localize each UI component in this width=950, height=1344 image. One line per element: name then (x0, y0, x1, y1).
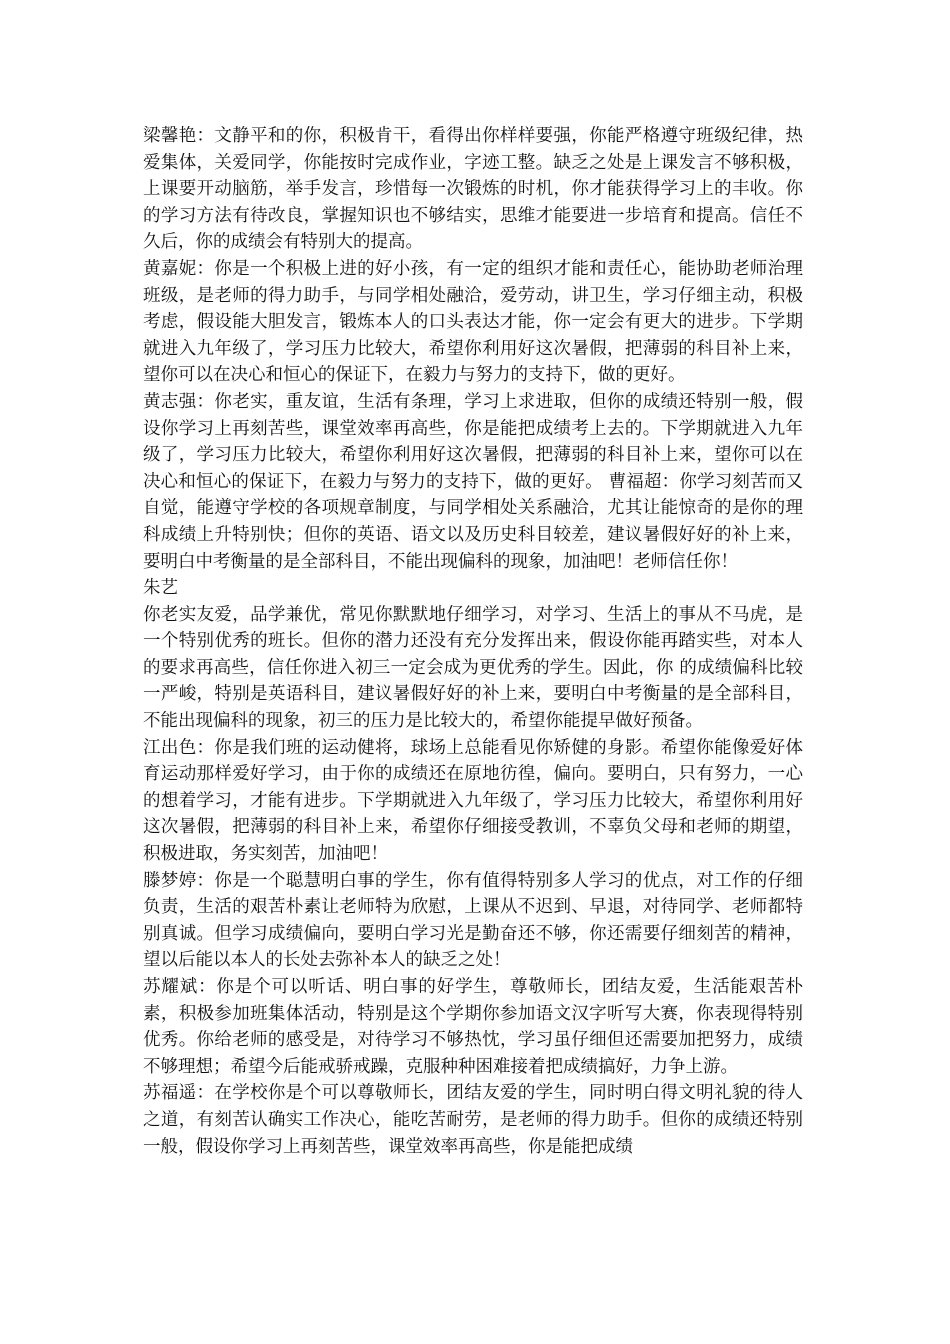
comment-su-yaobin: 苏耀斌：你是个可以听话、明白事的好学生，尊敬师长，团结友爱，生活能艰苦朴素，积极参加班集体活动，特别是这个学期你参加语文汉字听写大赛，你表现得特别优秀。你给老师的感受是，对待学习不够热忱，学习虽仔细但还需要加把努力，成绩不够理想；希望今后能戒骄戒躁，克服种种困难接着把成绩搞好，力争上游。 (143, 977, 803, 1077)
comment-zhu-yi: 你老实友爱，品学兼优，常见你默默地仔细学习，对学习、生活上的事从不马虎，是一个特别优秀的班长。但你的潜力还没有充分发挥出来，假设你能再踏实些，对本人的要求再高些，信任你进入初三一定会成为更优秀的学生。因此，你 的成绩偏科比较一严峻，特别是英语科目，建议暑假好好的补上来，要明白中考衡量的是全部科目，不能出现偏科的现象，初三的压力是比较大的，希望你能提早做好预备。 (143, 604, 803, 732)
comment-jiang-chuse: 江出色：你是我们班的运动健将，球场上总能看见你矫健的身影。希望你能像爱好体育运动那样爱好学习，由于你的成绩还在原地彷徨，偏向。要明白，只有努力，一心的想着学习，才能有进步。下学期就进入九年级了，学习压力比较大，希望你利用好这次暑假，把薄弱的科目补上来，希望你仔细接受教训，不辜负父母和老师的期望，积极进取，务实刻苦，加油吧！ (143, 737, 803, 865)
comment-su-fuyao: 苏福遥：在学校你是个可以尊敬师长，团结友爱的学生，同时明白得文明礼貌的待人之道，有刻苦认确实工作决心，能吃苦耐劳，是老师的得力助手。但你的成绩还特别一般，假设你学习上再刻苦些，课堂效率再高些，你是能把成绩 (143, 1083, 803, 1157)
student-name-zhu-yi: 朱艺 (143, 578, 178, 599)
comment-huang-zhiqiang: 黄志强：你老实，重友谊，生活有条理，学习上求进取，但你的成绩还特别一般，假设你学习上再刻苦些，课堂效率再高些，你是能把成绩考上去的。下学期就进入九年级了，学习压力比较大，希望你利用好这次暑假，把薄弱的科目补上来，望你可以在决心和恒心的保证下，在毅力与努力的支持下，做的更好。 曹福超：你学习刻苦而又自觉，能遵守学校的各项规章制度，与同学相处关系融洽，尤其让能惊奇的是你的理科成绩上升特别快；但你的英语、语文以及历史科目较差，建议暑假好好的补上来，要明白中考衡量的是全部科目，不能出现偏科的现象，加油吧！老师信任你！ (143, 391, 803, 572)
comment-teng-mengting: 滕梦婷：你是一个聪慧明白事的学生，你有值得特别多人学习的优点，对工作的仔细负责，生活的艰苦朴素让老师特为欣慰，上课从不迟到、早退，对待同学、老师都特别真诚。但学习成绩偏向，要明白学习光是勤奋还不够，你还需要仔细刻苦的精神，望以后能以本人的长处去弥补本人的缺乏之处！ (143, 870, 803, 971)
document-page (143, 123, 803, 1160)
comment-liang-xinyan: 梁馨艳：文静平和的你，积极肯干，看得出你样样要强，你能严格遵守班级纪律，热爱集体，关爱同学，你能按时完成作业，字迹工整。缺乏之处是上课发言不够积极，上课要开动脑筋，举手发言，珍惜每一次锻炼的时机，你才能获得学习上的丰收。你的学习方法有待改良，掌握知识也不够结实，思维才能要进一步培育和提高。信任不久后，你的成绩会有特别大的提高。 (143, 126, 803, 253)
comment-huang-jiani: 黄嘉妮：你是一个积极上进的好小孩，有一定的组织才能和责任心，能协助老师治理班级，是老师的得力助手，与同学相处融洽，爱劳动，讲卫生，学习仔细主动，积极考虑，假设能大胆发言，锻炼本人的口头表达才能，你一定会有更大的进步。下学期就进入九年级了，学习压力比较大，希望你利用好这次暑假，把薄弱的科目补上来，望你可以在决心和恒心的保证下，在毅力与努力的支持下，做的更好。 (143, 258, 803, 386)
